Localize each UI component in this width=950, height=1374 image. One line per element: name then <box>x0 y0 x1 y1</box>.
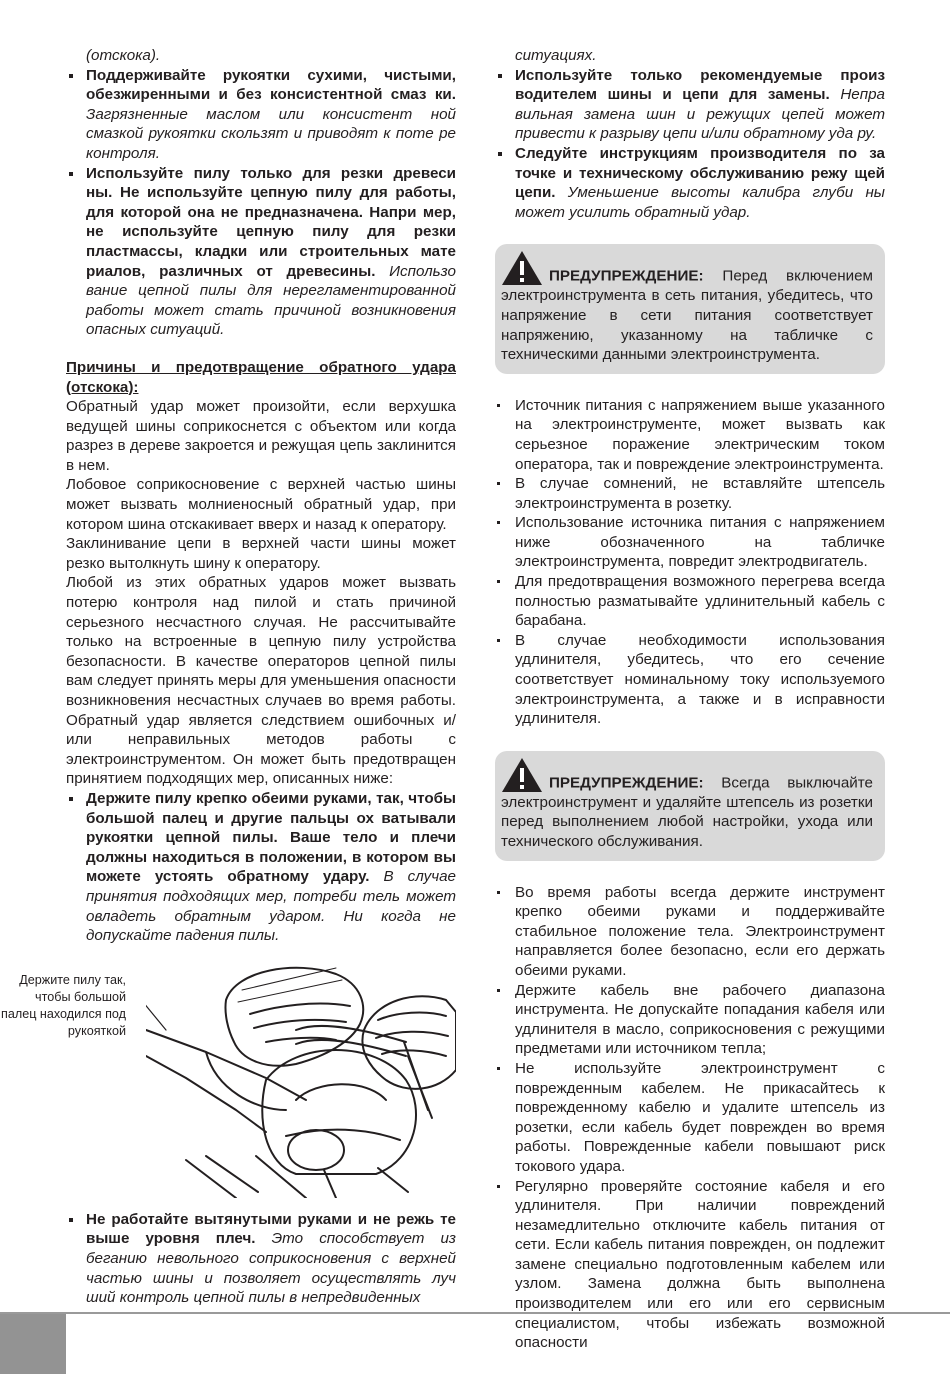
list-power-supply <box>495 396 885 729</box>
list-item: Регулярно проверяйте состояние кабеля и его удлинителя. При наличии повреждений незамедлительно отключите кабель питания от сети. Если кабель питания поврежден, он подлежит замене специально подготовленным кабелем или узлом. Замена должна быть выполнена производителем или его или его сервисным специалистом, чтобы избежать возможной опасности <box>495 1177 885 1353</box>
warning-text: Перед включением электроинструмента в сеть питания, убедитесь, что напряжение в сети питания соответствует напряжению, указанному на табличке с техническими данными электроинструмента. <box>501 267 873 364</box>
figure <box>1 960 456 1198</box>
bullet-bold-text: Используйте только рекомендуемые произ водителем шины и цепи для замены. <box>515 66 885 104</box>
page-corner-tab <box>0 1314 66 1374</box>
list-item <box>66 164 456 340</box>
bullet-bold-text: Держите пилу крепко обеими руками, так, чтобы большой палец и другие пальцы ох ватывали рукоятки цепной пилы. Ваше тело и плечи должны находиться в положении, в котором вы можете устоять обратному удару. <box>86 789 456 886</box>
bullet-bold-text: Поддерживайте рукоятки сухими, чистыми, обезжиренными и без консистентной смаз ки. <box>86 66 456 104</box>
continued-text: ситуациях. <box>515 47 597 64</box>
continued-text: (отскока). <box>86 47 161 64</box>
section-heading: Причины и предотвращение обратного удара (отскока): <box>66 358 456 396</box>
paragraph: Заклинивание цепи в верхней части шины может резко вытолкнуть шину к оператору. <box>66 535 456 572</box>
list-item: Для предотвращения возможного перегрева всегда полностью разматывайте удлинительный кабель с барабана. <box>495 572 885 631</box>
warning-text: Всегда выключайте электроинструмент и удаляйте штепсель из розетки перед выполнением любой настройки, ухода или технического обслуживания. <box>501 774 873 850</box>
chainsaw-grip-illustration <box>146 960 456 1198</box>
warning-label: ПРЕДУПРЕЖДЕНИЕ: <box>549 267 704 285</box>
footer-rule <box>0 1312 950 1314</box>
paragraph: Лобовое соприкосновение с верхней частью шины может вызвать молниеносный обратный удар, при котором шина отскакивает вверх и назад к оператору. <box>66 476 456 533</box>
list-item: Не используйте электроинструмент с поврежденным кабелем. Не прикасайтесь к поврежденному кабелю и удалите штепсель из розетки, если кабель будет поврежден во время работы. Поврежденные кабели повышают риск токового удара. <box>495 1059 885 1177</box>
figure-caption: Держите пилу так, чтобы большой палец находился под рукояткой <box>1 972 126 1038</box>
list-item: Использование источника питания с напряжением ниже обозначенного на табличке электроинструмента, повредит электродвигатель. <box>495 513 885 572</box>
bullet-italic-text: Непра вильная замена шин и режущих цепей может привести к разрыву цепи и/или обратному уда ру. <box>515 86 885 143</box>
warning-box <box>495 244 885 373</box>
warning-triangle-icon <box>501 250 543 286</box>
bullet-bold-text: Следуйте инструкциям производителя по за точке и техническому обслуживанию режу щей цепи. <box>515 144 885 202</box>
paragraph: Обратный удар может произойти, если верхушка ведущей шины соприкоснется с объектом или когда разрез в дереве закроется и режущая цепь заклинится в нем. <box>66 398 456 474</box>
list-item: В случае сомнений, не вставляйте штепсель электроинструмента в розетку. <box>495 474 885 513</box>
right-column <box>495 46 885 1353</box>
bullet-bold-text: Используйте пилу только для резки древеси ны. Не используйте цепную пилу для работы, для которой она не предназначена. Напри мер, не используйте цепную пилу для резки пластмассы, кладки или строительных мате риалов, различных от древесины. <box>86 164 456 280</box>
list-item: Держите кабель вне рабочего диапазона инструмента. Не допускайте попадания кабеля или удлинителя в масло, соприкосновения с режущими предметами или источником тепла; <box>495 981 885 1059</box>
bullet-italic-text: Использо вание цепной пилы для нерегламентированной работы может стать причиной возникновения опасных ситуаций. <box>86 262 456 339</box>
bullet-italic-text: Уменьшение высоты калибра глуби ны может усилить обратный удар. <box>515 184 885 221</box>
warning-box <box>495 751 885 861</box>
list-item: В случае необходимости использования удлинителя, убедитесь, что его сечение соответствует номинальному току используемого электроинструмента, а также и в исправности удлинителя. <box>495 631 885 729</box>
warning-triangle-icon <box>501 757 543 793</box>
list-item: Источник питания с напряжением выше указанного на электроинструменте, может вызвать как серьезное поражение электрическим током оператора, так и повреждение электроинструмента. <box>495 396 885 474</box>
list-item: Во время работы всегда держите инструмент крепко обеими руками и поддерживайте стабильное положение тела. Электроинструмент направляется более безопасно, если его держать обеими руками. <box>495 883 885 981</box>
bullet-italic-text: В случае принятия подходящих мер, потреби тель может овладеть обратным ударом. Ни когда не допускайте падения пилы. <box>86 868 456 945</box>
list-item <box>66 789 456 946</box>
list-item <box>66 1210 456 1308</box>
list-item <box>66 66 456 164</box>
left-column <box>1 46 456 1308</box>
bullet-italic-text: Загрязненные маслом или консистент ной смазкой рукоятки скользят и приводят к поте ре контроля. <box>86 105 456 162</box>
list-item <box>495 66 885 144</box>
warning-label: ПРЕДУПРЕЖДЕНИЕ: <box>549 774 704 792</box>
list-operation <box>495 883 885 1353</box>
bullet-bold-text: Не работайте вытянутыми руками и не режь те выше уровня плеч. <box>86 1210 456 1248</box>
paragraph: Любой из этих обратных ударов может вызвать потерю контроля над пилой и стать причиной серьезного несчастного случая. Не рассчитывайте только на встроенные в цепную пилу устройства безопасности. В качестве операторов цепной пилы вам следует принять меры для уменьшения опасности возникновения несчастных случаев во время работы. Обратный удар является следствием ошибочных и/или неправильных методов работы с электроинструментом. Он может быть предотвращен принятием подходящих мер, описанных ниже: <box>66 574 456 788</box>
bullet-italic-text: Это способствует из беганию невольного соприкосновения с верхней частью шины и позволяет осуществлять луч ший контроль цепной пилы в непредвиденных <box>86 1230 456 1307</box>
list-item <box>495 144 885 222</box>
